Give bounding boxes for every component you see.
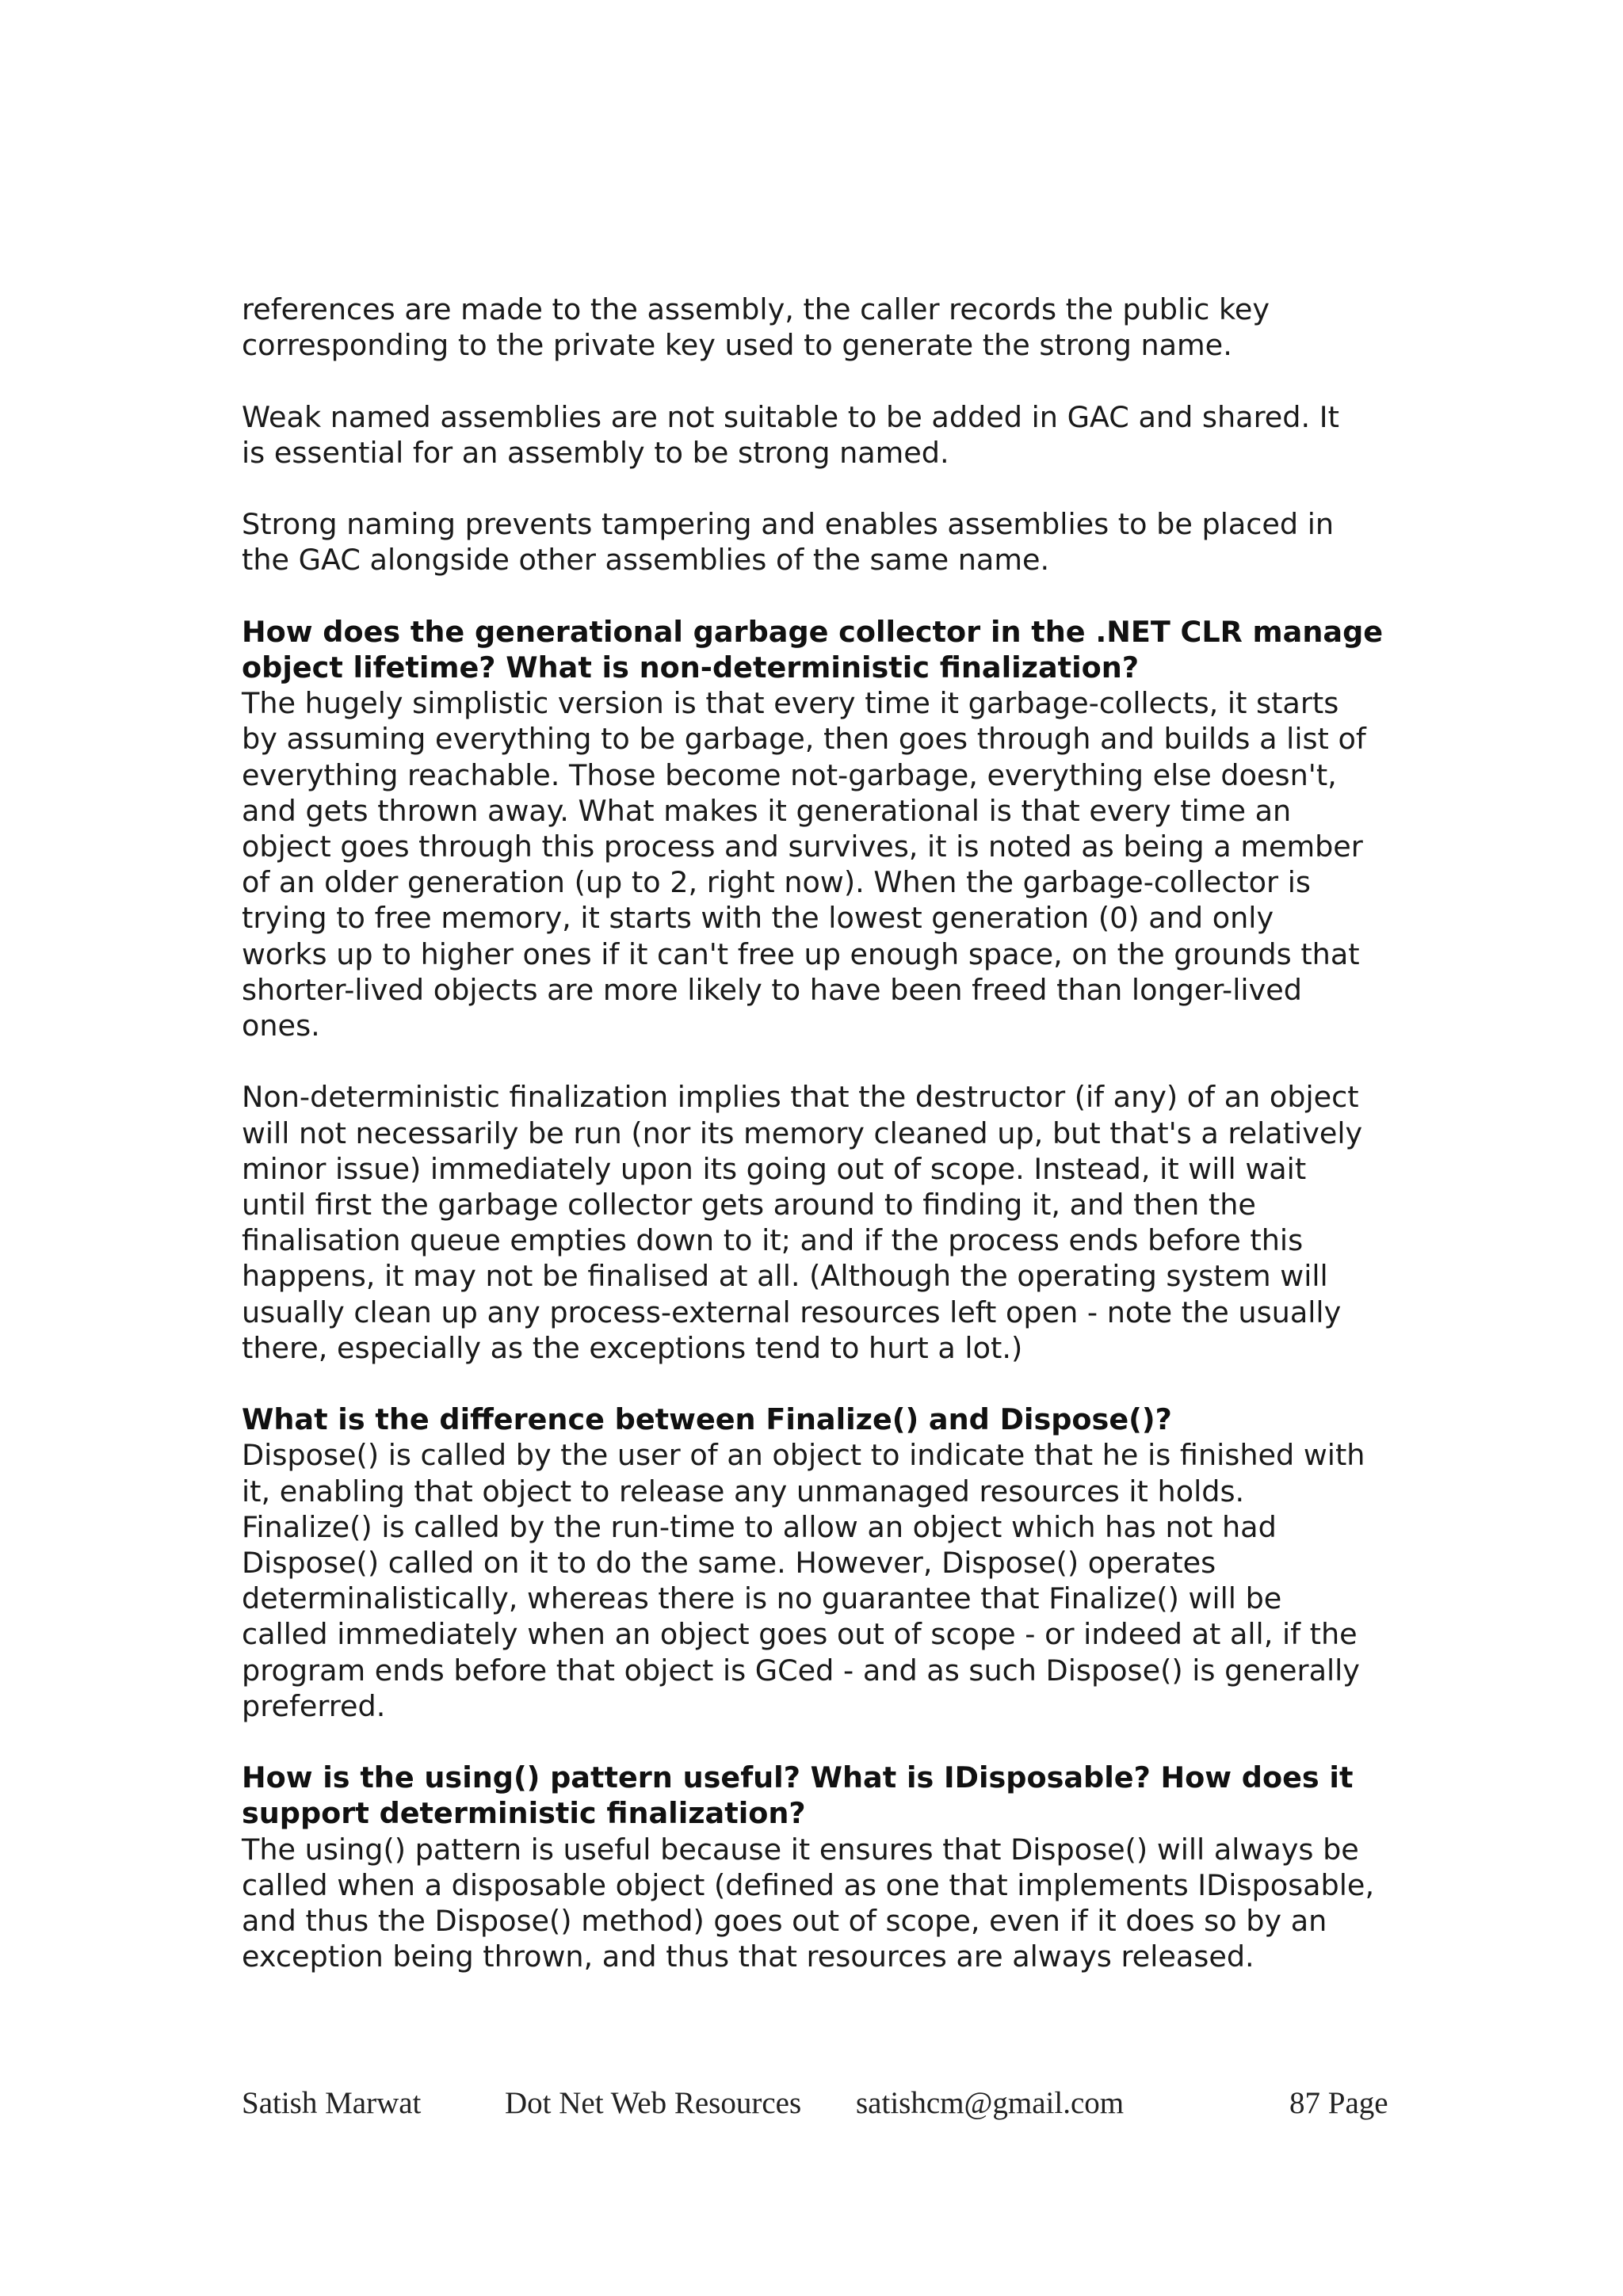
- text-line: ones.: [242, 1009, 320, 1043]
- text-line: exception being thrown, and thus that resources are always released.: [242, 1939, 1254, 1974]
- text-line: it, enabling that object to release any unmanaged resources it holds.: [242, 1474, 1245, 1508]
- footer-title: Dot Net Web Resources: [505, 2086, 802, 2120]
- text-line: the GAC alongside other assemblies of the same name.: [242, 543, 1050, 578]
- text-line: How is the using() pattern useful? What is IDisposable? How does it: [242, 1760, 1354, 1795]
- answer-non-deterministic-finalization: [242, 1079, 1407, 1366]
- text-line: corresponding to the private key used to generate the strong name.: [242, 328, 1232, 363]
- footer-page-number: 87 Page: [1289, 2086, 1388, 2120]
- answer-garbage-collector: [242, 685, 1407, 1043]
- footer-author: Satish Marwat: [242, 2086, 422, 2120]
- text-line: Dispose() called on it to do the same. However, Dispose() operates: [242, 1546, 1216, 1581]
- text-line: Dispose() is called by the user of an object to indicate that he is finished with: [242, 1438, 1365, 1473]
- text-line: Non-deterministic finalization implies that the destructor (if any) of an object: [242, 1080, 1359, 1115]
- text-line: and thus the Dispose() method) goes out of scope, even if it does so by an: [242, 1904, 1327, 1939]
- text-line: determinalistically, whereas there is no guarantee that Finalize() will be: [242, 1581, 1282, 1616]
- text-line: The using() pattern is useful because it ensures that Dispose() will always be: [242, 1832, 1359, 1867]
- text-line: How does the generational garbage collector in the .NET CLR manage: [242, 614, 1384, 649]
- text-line: program ends before that object is GCed - and as such Dispose() is generally: [242, 1653, 1360, 1688]
- text-line: of an older generation (up to 2, right now). When the garbage-collector is: [242, 865, 1311, 900]
- text-line: there, especially as the exceptions tend to hurt a lot.): [242, 1330, 1023, 1365]
- paragraph-strong-name-references: [242, 292, 1407, 363]
- text-line: Weak named assemblies are not suitable to be added in GAC and shared. It: [242, 399, 1339, 434]
- text-line: by assuming everything to be garbage, then goes through and builds a list of: [242, 722, 1366, 757]
- text-line: everything reachable. Those become not-garbage, everything else doesn't,: [242, 757, 1337, 792]
- text-line: shorter-lived objects are more likely to have been freed than longer-lived: [242, 972, 1302, 1007]
- paragraph-weak-named-assemblies: [242, 399, 1407, 471]
- text-line: Strong naming prevents tampering and enables assemblies to be placed in: [242, 507, 1335, 542]
- text-line: references are made to the assembly, the caller records the public key: [242, 292, 1270, 326]
- text-line: support deterministic finalization?: [242, 1796, 806, 1831]
- footer-email: satishcm@gmail.com: [856, 2086, 1125, 2120]
- question-heading-garbage-collector: [242, 614, 1407, 685]
- text-line: happens, it may not be finalised at all. (Although the operating system will: [242, 1259, 1328, 1294]
- paragraph-strong-naming-tampering: [242, 506, 1407, 578]
- text-line: The hugely simplistic version is that every time it garbage-collects, it starts: [242, 686, 1339, 721]
- answer-using-pattern: [242, 1832, 1407, 1975]
- text-line: trying to free memory, it starts with the lowest generation (0) and only: [242, 901, 1274, 936]
- text-line: finalisation queue empties down to it; and if the process ends before this: [242, 1223, 1304, 1258]
- question-heading-using-pattern: [242, 1760, 1407, 1831]
- page-footer: [242, 2084, 1391, 2123]
- text-line: and gets thrown away. What makes it generational is that every time an: [242, 793, 1292, 828]
- text-line: until first the garbage collector gets around to finding it, and then the: [242, 1188, 1256, 1222]
- text-line: preferred.: [242, 1688, 386, 1723]
- page-body: [242, 292, 1407, 1974]
- text-line: is essential for an assembly to be strong named.: [242, 435, 949, 470]
- text-line: usually clean up any process-external resources left open - note the usually: [242, 1295, 1342, 1329]
- text-line: called when a disposable object (defined as one that implements IDisposable,: [242, 1867, 1375, 1902]
- text-line: object goes through this process and survives, it is noted as being a member: [242, 830, 1363, 864]
- text-line: Finalize() is called by the run-time to allow an object which has not had: [242, 1509, 1277, 1544]
- text-line: What is the difference between Finalize() and Dispose()?: [242, 1402, 1172, 1437]
- text-line: minor issue) immediately upon its going out of scope. Instead, it will wait: [242, 1151, 1307, 1186]
- text-line: works up to higher ones if it can't free up enough space, on the grounds that: [242, 936, 1360, 971]
- question-heading-finalize-dispose: [242, 1402, 1407, 1437]
- answer-finalize-dispose: [242, 1437, 1407, 1724]
- text-line: object lifetime? What is non-deterministic finalization?: [242, 650, 1140, 685]
- text-line: called immediately when an object goes out of scope - or indeed at all, if the: [242, 1617, 1358, 1652]
- text-line: will not necessarily be run (nor its memory cleaned up, but that's a relatively: [242, 1116, 1363, 1150]
